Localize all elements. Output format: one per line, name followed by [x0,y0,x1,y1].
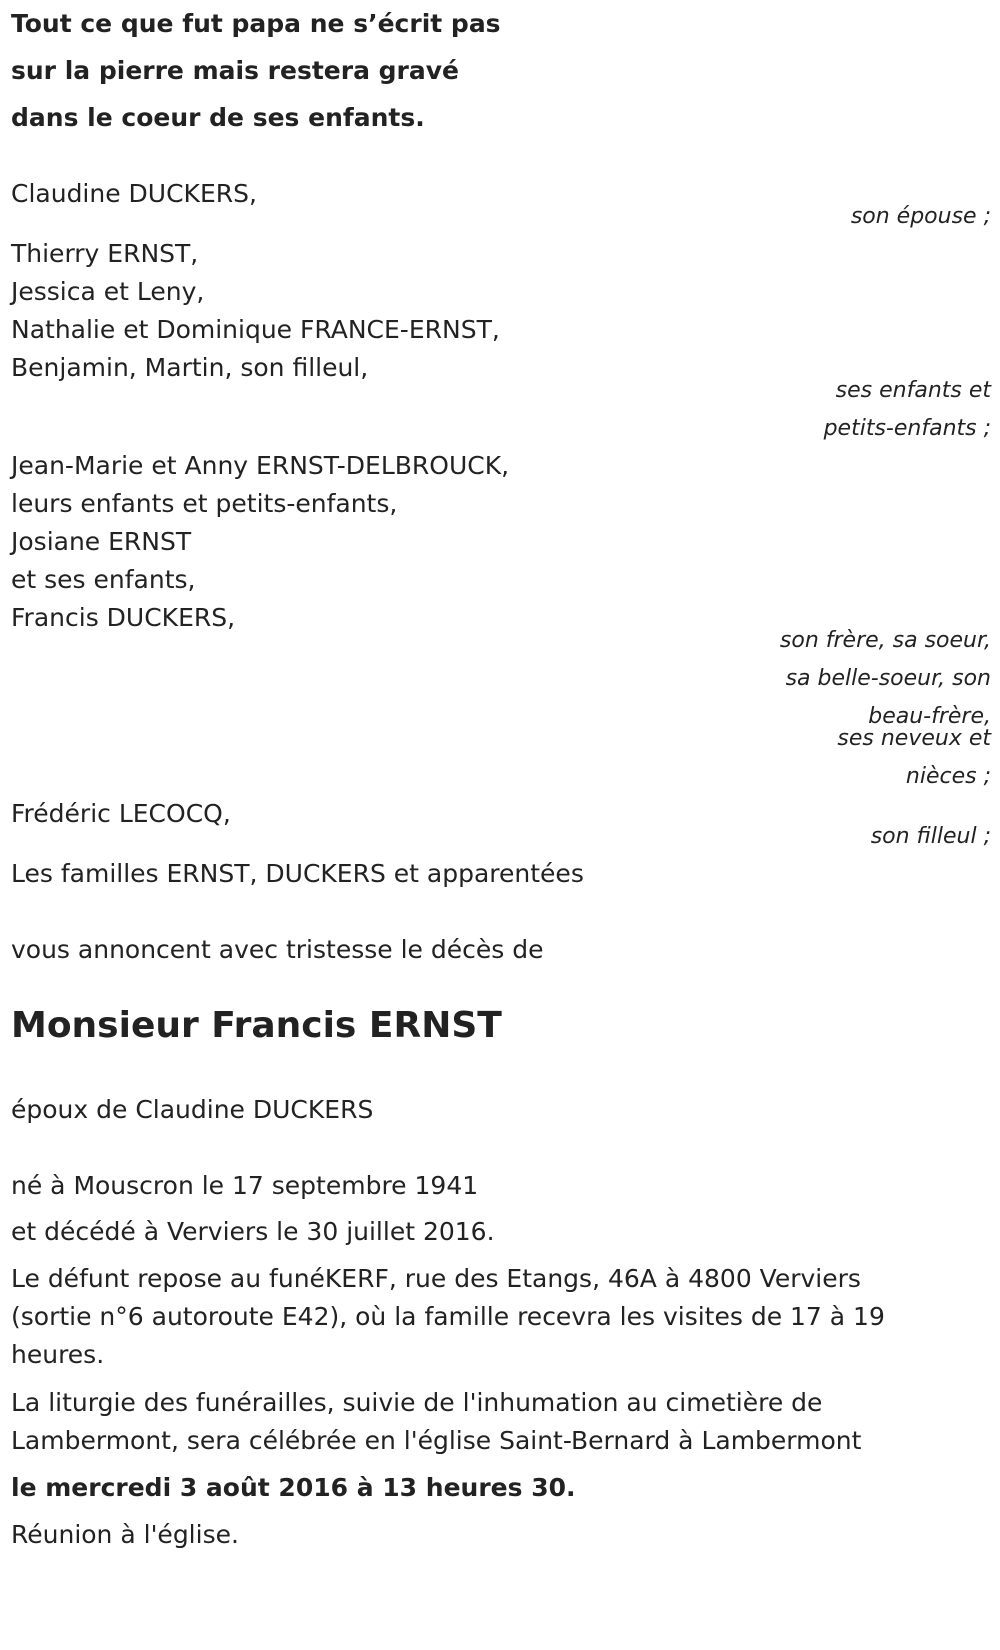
liturgy-line-1: La liturgie des funérailles, suivie de l'inhumation au cimetière de [11,1388,823,1417]
children-role-line-1: ses enfants et [835,378,991,403]
sibling-line-5: Francis DUCKERS, [11,603,236,632]
liturgy-line-2: Lambermont, sera célébrée en l'église Saint-Bernard à Lambermont [11,1426,862,1455]
siblings-role-line-4: ses neveux et [837,726,991,751]
child-line-3: Nathalie et Dominique FRANCE-ERNST, [11,315,500,344]
child-line-4: Benjamin, Martin, son filleul, [11,353,369,382]
siblings-role-line-2: sa belle-soeur, son [785,666,991,691]
funeral-date: le mercredi 3 août 2016 à 13 heures 30. [11,1473,576,1502]
announcement: vous annoncent avec tristesse le décès de [11,935,544,964]
child-line-2: Jessica et Leny, [11,277,205,306]
meeting-line: Réunion à l'église. [11,1520,239,1549]
godson-role: son filleul ; [870,824,991,849]
sibling-line-3: Josiane ERNST [11,527,192,556]
child-line-1: Thierry ERNST, [11,239,199,268]
spouse-role: son épouse ; [850,204,991,229]
death-line: et décédé à Verviers le 30 juillet 2016. [11,1217,495,1246]
children-role-line-2: petits-enfants ; [823,416,991,441]
epitaph-line-1: Tout ce que fut papa ne s’écrit pas [11,9,501,38]
sibling-line-2: leurs enfants et petits-enfants, [11,489,398,518]
godson-name: Frédéric LECOCQ, [11,799,231,828]
epitaph-line-2: sur la pierre mais restera gravé [11,56,459,85]
deceased-name: Monsieur Francis ERNST [11,1005,502,1046]
birth-line: né à Mouscron le 17 septembre 1941 [11,1171,479,1200]
families-line: Les familles ERNST, DUCKERS et apparentées [11,859,584,888]
siblings-role-line-5: nièces ; [905,764,991,789]
sibling-line-4: et ses enfants, [11,565,196,594]
siblings-role-line-3: beau-frère, [868,704,991,729]
rest-line-2: (sortie n°6 autoroute E42), où la famille recevra les visites de 17 à 19 [11,1302,885,1331]
spouse-of: époux de Claudine DUCKERS [11,1095,374,1124]
sibling-line-1: Jean-Marie et Anny ERNST-DELBROUCK, [11,451,510,480]
rest-line-3: heures. [11,1340,105,1369]
epitaph-line-3: dans le coeur de ses enfants. [11,103,425,132]
rest-line-1: Le défunt repose au funéKERF, rue des Etangs, 46A à 4800 Verviers [11,1264,861,1293]
siblings-role-line-1: son frère, sa soeur, [779,628,991,653]
spouse-name: Claudine DUCKERS, [11,179,257,208]
